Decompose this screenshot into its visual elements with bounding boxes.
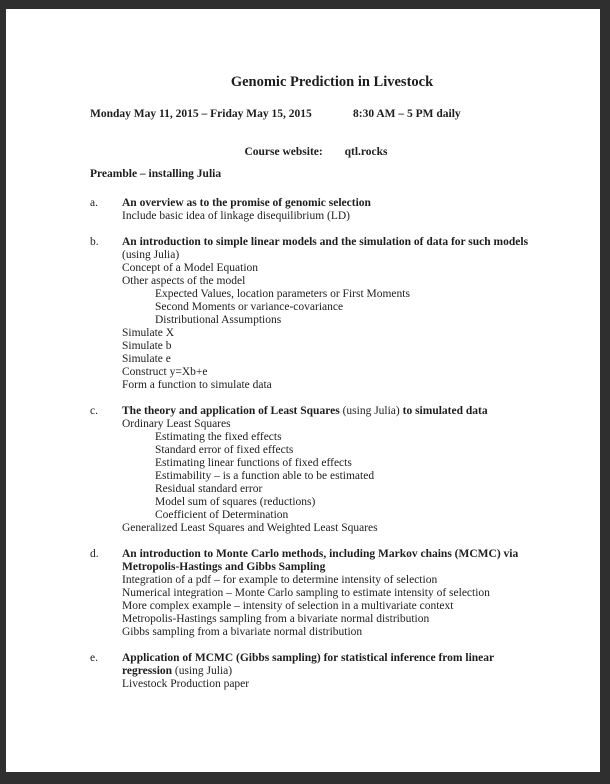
section-line: Distributional Assumptions (155, 314, 282, 326)
section-body (122, 197, 574, 223)
section-letter: a. (90, 197, 98, 209)
section-line: Construct y=Xb+e (122, 366, 208, 378)
section-line: Metropolis-Hastings sampling from a bivariate normal distribution (122, 613, 430, 625)
section-line: Residual standard error (155, 483, 263, 495)
section-line: Include basic idea of linkage disequilibrium (LD) (122, 210, 351, 222)
section-body (122, 236, 574, 392)
document-page (6, 9, 600, 772)
course-website-value: qtl.rocks (344, 146, 388, 158)
section-title-part: Metropolis-Hastings and Gibbs Sampling (122, 561, 326, 573)
section-line: Gibbs sampling from a bivariate normal distribution (122, 626, 363, 638)
section-title-part: regression (122, 665, 175, 677)
section-line: Simulate X (122, 327, 175, 339)
section-title (122, 405, 574, 418)
section-line: Other aspects of the model (122, 275, 246, 287)
section-title-part: Application of MCMC (Gibbs sampling) for statistical inference from linear (122, 652, 495, 664)
section-body (122, 548, 574, 639)
section-letter: c. (90, 405, 98, 417)
section-line: Simulate b (122, 340, 172, 352)
section-line: Expected Values, location parameters or First Moments (155, 288, 410, 300)
section-line: Estimating linear functions of fixed effects (155, 457, 352, 469)
section-line: Generalized Least Squares and Weighted Least Squares (122, 522, 378, 534)
section-line: Model sum of squares (reductions) (155, 496, 316, 508)
section-line: Concept of a Model Equation (122, 262, 259, 274)
section-title (122, 236, 574, 249)
section-line: Estimating the fixed effects (155, 431, 282, 443)
section-body (122, 652, 574, 691)
section-b (90, 236, 574, 392)
section-line: Estimability – is a function able to be estimated (155, 470, 375, 482)
section-letter: b. (90, 236, 99, 248)
section-title-part: An introduction to simple linear models and the simulation of data for such models (122, 236, 529, 248)
section-line: Numerical integration – Monte Carlo sampling to estimate intensity of selection (122, 587, 490, 599)
document-title: Genomic Prediction in Livestock (230, 74, 434, 90)
section-line: Form a function to simulate data (122, 379, 272, 391)
section-line: Standard error of fixed effects (155, 444, 294, 456)
course-website-label: Course website: (244, 146, 323, 158)
section-c (90, 405, 574, 535)
section-title-part: An overview as to the promise of genomic selection (122, 197, 371, 209)
section-letter: d. (90, 548, 99, 560)
section-line: Coefficient of Determination (155, 509, 289, 521)
sections-list (90, 197, 574, 691)
section-body (122, 405, 574, 535)
section-e (90, 652, 574, 691)
section-line: Second Moments or variance-covariance (155, 301, 344, 313)
section-title-part: (using Julia) (342, 405, 400, 417)
section-a (90, 197, 574, 223)
course-website-row (90, 146, 574, 159)
section-title-part: The theory and application of Least Squares (122, 405, 343, 417)
section-title-part: to simulated data (399, 405, 488, 417)
section-line: Ordinary Least Squares (122, 418, 231, 430)
section-line: Simulate e (122, 353, 171, 365)
date-range: Monday May 11, 2015 – Friday May 15, 2015 (90, 108, 312, 120)
section-d (90, 548, 574, 639)
section-title (122, 548, 574, 574)
section-title-part: An introduction to Monte Carlo methods, including Markov chains (MCMC) via (122, 548, 519, 560)
section-line: Livestock Production paper (122, 678, 250, 690)
daily-hours: 8:30 AM – 5 PM daily (353, 108, 461, 120)
section-line: Integration of a pdf – for example to determine intensity of selection (122, 574, 438, 586)
section-line: (using Julia) (122, 249, 180, 261)
section-title (122, 197, 574, 210)
section-line: More complex example – intensity of selection in a multivariate context (122, 600, 454, 612)
section-title-part: (using Julia) (174, 665, 233, 677)
schedule-row (90, 108, 574, 121)
section-letter: e. (90, 652, 98, 664)
section-title (122, 652, 574, 678)
preamble-line: Preamble – installing Julia (90, 168, 222, 180)
